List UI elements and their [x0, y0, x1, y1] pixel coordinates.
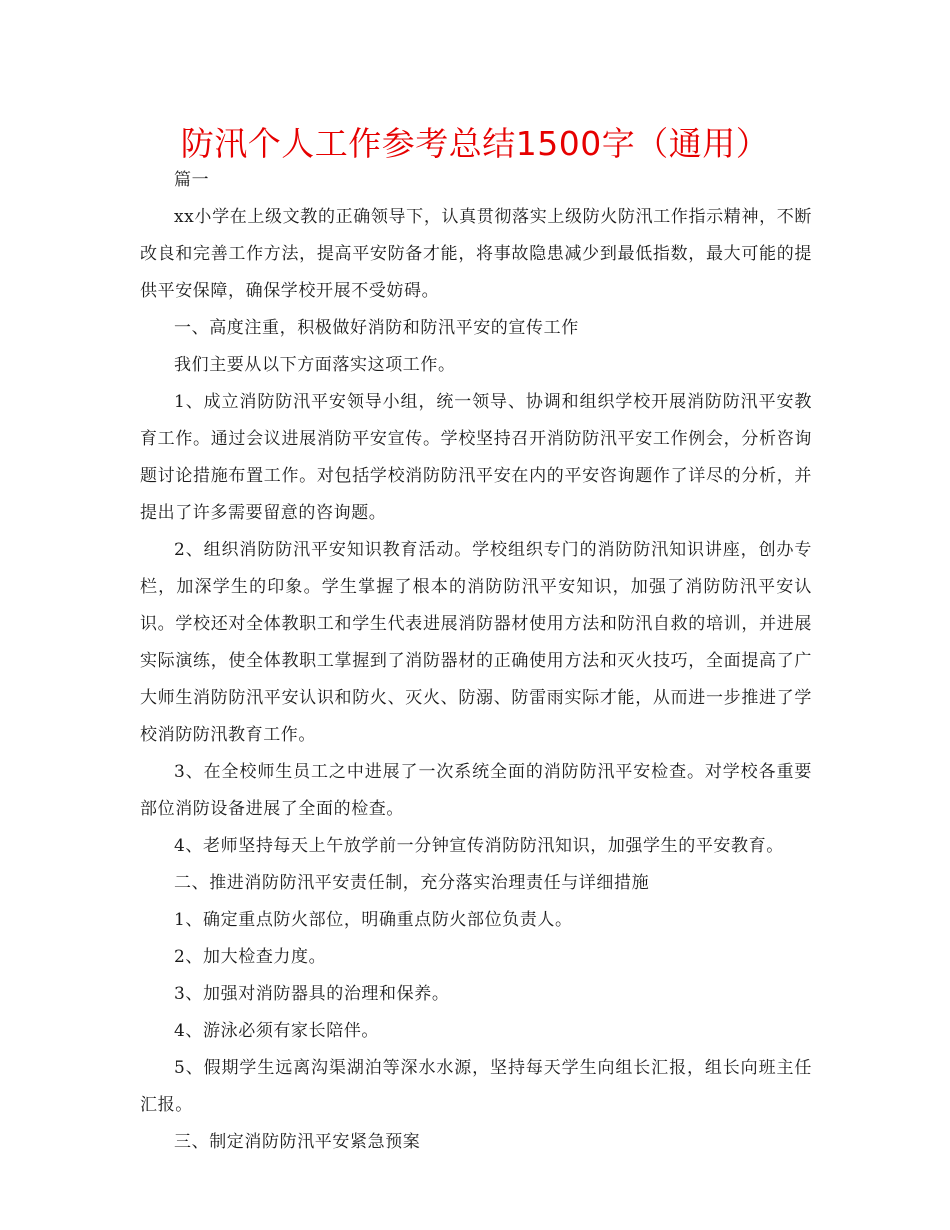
heading-section-1: 一、高度注重，积极做好消防和防汛平安的宣传工作 [174, 318, 579, 338]
paragraph-intro: xx小学在上级文教的正确领导下，认真贯彻落实上级防火防汛工作指示精神，不断改良和完善工作方法，提高平安防备才能，将事故隐患减少到最低指数，最大可能的提供平安保障，确保学校开展不受妨碍。 [140, 207, 812, 301]
paragraph: 我们主要从以下方面落实这项工作。 [174, 355, 456, 375]
document-title: 防汛个人工作参考总结1500字（通用） [180, 124, 770, 163]
paragraph: 5、假期学生远离沟渠湖泊等深水水源，坚持每天学生向组长汇报，组长向班主任汇报。 [140, 1058, 812, 1115]
paragraph: 3、加强对消防器具的治理和保养。 [174, 984, 450, 1004]
paragraph: 4、游泳必须有家长陪伴。 [174, 1021, 380, 1041]
paragraph: 1、成立消防防汛平安领导小组，统一领导、协调和组织学校开展消防防汛平安教育工作。通过会议进展消防平安宣传。学校坚持召开消防防汛平安工作例会，分析咨询题讨论措施布置工作。对包括学校消防防汛平安在内的平安咨询题作了详尽的分析，并提出了许多需要留意的咨询题。 [140, 392, 812, 523]
paragraph: 2、组织消防防汛平安知识教育活动。学校组织专门的消防防汛知识讲座，创办专栏，加深学生的印象。学生掌握了根本的消防防汛平安知识，加强了消防防汛平安认识。学校还对全体教职工和学生代表进展消防器材使用方法和防汛自救的培训，并进展实际演练，使全体教职工掌握到了消防器材的正确使用方法和灭火技巧，全面提高了广大师生消防防汛平安认识和防火、灭火、防溺、防雷雨实际才能，从而进一步推进了学校消防防汛教育工作。 [140, 540, 812, 745]
paragraph-section-label: 篇一 [174, 170, 210, 190]
paragraph: 3、在全校师生员工之中进展了一次系统全面的消防防汛平安检查。对学校各重要部位消防设备进展了全面的检查。 [140, 762, 812, 819]
heading-section-3: 三、制定消防防汛平安紧急预案 [174, 1132, 421, 1152]
paragraph: 1、确定重点防火部位，明确重点防火部位负责人。 [174, 910, 573, 930]
paragraph: 4、老师坚持每天上午放学前一分钟宣传消防防汛知识，加强学生的平安教育。 [174, 836, 784, 856]
paragraph: 2、加大检查力度。 [174, 947, 327, 967]
heading-section-2: 二、推进消防防汛平安责任制，充分落实治理责任与详细措施 [174, 873, 650, 893]
document-body [140, 162, 812, 1161]
